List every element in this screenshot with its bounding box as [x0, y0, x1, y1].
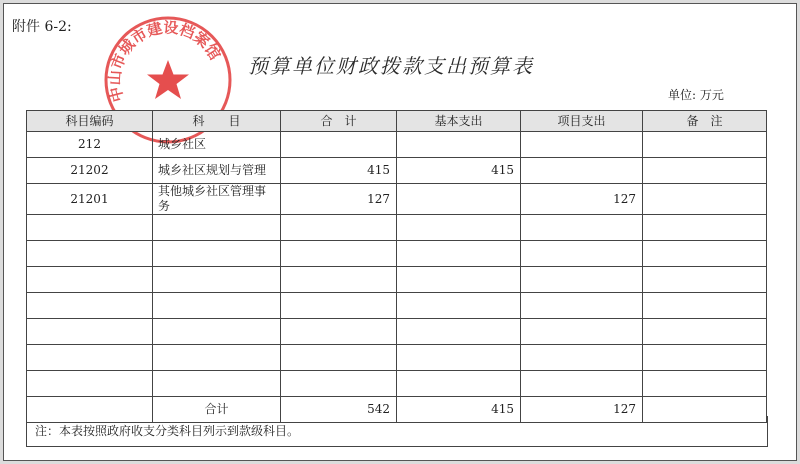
table-row: [27, 158, 767, 184]
empty-row: [27, 345, 767, 371]
empty-row: [27, 241, 767, 267]
cell-remark: [643, 132, 767, 158]
cell-basic: 415: [397, 158, 521, 184]
svg-text:中山市城市建设档案馆: [106, 18, 225, 103]
empty-row: [27, 293, 767, 319]
cell-project: [521, 132, 643, 158]
cell-project: 127: [521, 184, 643, 215]
cell-project: [521, 158, 643, 184]
cell-basic: [397, 184, 521, 215]
cell-total: 127: [281, 184, 397, 215]
table-row: [27, 132, 767, 158]
cell-code: 212: [27, 132, 153, 158]
header-basic: 基本支出: [397, 111, 521, 132]
page-title: 预算单位财政拨款支出预算表: [248, 54, 534, 78]
total-project: 127: [521, 397, 643, 423]
header-subject: 科 目: [153, 111, 281, 132]
empty-row: [27, 371, 767, 397]
cell-subject: 其他城乡社区管理事务: [153, 184, 281, 215]
cell-total: 415: [281, 158, 397, 184]
empty-row: [27, 319, 767, 345]
empty-row: [27, 215, 767, 241]
cell-code: 21201: [27, 184, 153, 215]
budget-table: [26, 110, 767, 423]
document-sheet: [3, 3, 797, 461]
table-header-row: [27, 111, 767, 132]
header-project: 项目支出: [521, 111, 643, 132]
total-sum: 542: [281, 397, 397, 423]
empty-row: [27, 267, 767, 293]
seal-star-icon: [147, 60, 189, 99]
annex-label: 附件 6-2:: [12, 19, 72, 35]
header-total: 合 计: [281, 111, 397, 132]
cell-remark: [643, 158, 767, 184]
cell-subject: 城乡社区规划与管理: [153, 158, 281, 184]
footnote: 注：本表按照政府收支分类科目列示到款级科目。: [26, 416, 768, 447]
cell-total: [281, 132, 397, 158]
seal-text: 中山市城市建设档案馆: [105, 18, 225, 104]
unit-label: 单位: 万元: [668, 88, 724, 102]
cell-basic: [397, 132, 521, 158]
total-label: 合计: [153, 397, 281, 423]
header-remark: 备 注: [643, 111, 767, 132]
header-code: 科目编码: [27, 111, 153, 132]
cell-code: 21202: [27, 158, 153, 184]
total-basic: 415: [397, 397, 521, 423]
cell-remark: [643, 184, 767, 215]
cell-subject: 城乡社区: [153, 132, 281, 158]
table-row: [27, 184, 767, 215]
